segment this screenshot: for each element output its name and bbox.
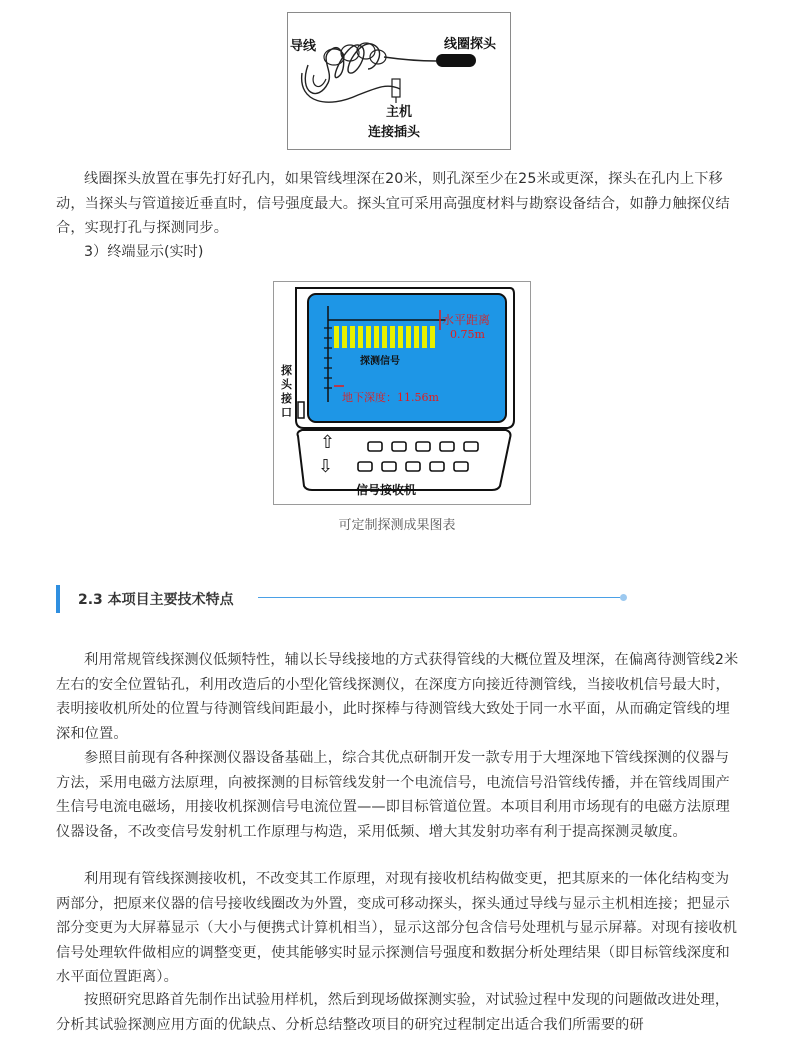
signal-bar [334, 326, 339, 348]
section-accent-bar [56, 585, 60, 613]
body-paragraph-3: 利用现有管线探测接收机，不改变其工作原理，对现有接收机结构做变更，把其原来的一体化结构变为两部分，把原来仪器的信号接收线圈改为外置，变成可移动探头，探头通过导线与显示主机相连接；把显示部分变更为大屏幕显示（大小与便携式计算机相当），显示这部分包含信号处理机与显示屏幕。对现有接收机信号处理软件做相应的调整变更，使其能够实时显示探测信号强度和数据分析处理结果（即目标管线深度和水平面位置距离）。 [56, 871, 738, 985]
host-label: 主机 [386, 105, 413, 120]
up-arrow-icon: ⇧ [320, 432, 336, 453]
signal-bar [366, 326, 371, 348]
body-paragraph-1: 利用常规管线探测仪低频特性，辅以长导线接地的方式获得管线的大概位置及埋深，在偏离待测管线2米左右的安全位置钻孔，利用改造后的小型化管线探测仪，在深度方向接近待测管线，当接收机信号最大时，表明接收机所处的位置与待测管线间距最小，此时探棒与待测管线大致处于同一水平面，从而确定管线的埋深和位置。 [56, 652, 739, 742]
paragraph-coil-probe: 线圈探头放置在事先打好孔内，如果管线埋深在20米，则孔深至少在25米或更深，探头在孔内上下移动，当探头与管道接近垂直时，信号强度最大。探头宜可采用高强度材料与勘察设备结合，如静力触探仪结合，实现打孔与探测同步。 [56, 171, 730, 236]
signal-label: 探测信号 [360, 356, 400, 367]
body-paragraph-2: 参照目前现有各种探测仪器设备基础上，综合其优点研制开发一款专用于大埋深地下管线探测的仪器与方法，采用电磁方法原理，向被探测的目标管线发射一个电流信号，电流信号沿管线传播，并在管线周围产生信号电流电磁场，用接收机探测信号电流位置——即目标管道位置。本项目利用市场现有的电磁方法原理仪器设备，不改变信号发射机工作原理与构造，采用低频、增大其发射功率有利于提高探测灵敏度。 [56, 750, 730, 840]
receiver-display-figure [273, 281, 531, 505]
probe-port [298, 402, 304, 418]
depth-label: 地下深度：11.56m [342, 391, 439, 404]
signal-bar [382, 326, 387, 348]
signal-bar [406, 326, 411, 348]
receiver-label: 信号接收机 [356, 483, 417, 497]
section-header [56, 585, 628, 613]
signal-bar [350, 326, 355, 348]
coil-probe-figure [287, 12, 511, 150]
probe-interface-label: 探头接口 [281, 364, 292, 419]
subheading-terminal-display: 3）终端显示(实时) [84, 244, 204, 260]
horizontal-distance-label: 水平距离 [442, 313, 491, 327]
section-divider [258, 597, 620, 598]
signal-bar [358, 326, 363, 348]
signal-bar [374, 326, 379, 348]
probe-label: 线圈探头 [444, 37, 497, 52]
signal-bar [390, 326, 395, 348]
body-paragraph-4: 按照研究思路首先制作出试验用样机，然后到现场做探测实验，对试验过程中发现的问题做改进处理，分析其试验探测应用方面的优缺点、分析总结整改项目的研究过程制定出适合我们所需要的研 [56, 992, 730, 1033]
wire-label: 导线 [290, 39, 317, 54]
signal-bar [414, 326, 419, 348]
plug-label: 连接插头 [368, 125, 421, 140]
down-arrow-icon: ⇩ [318, 456, 334, 477]
signal-bar [398, 326, 403, 348]
probe-head-shape [436, 54, 476, 67]
signal-bar [342, 326, 347, 348]
signal-bar [422, 326, 427, 348]
horizontal-distance-value: 0.75m [450, 328, 485, 341]
section-title: 2.3 本项目主要技术特点 [78, 592, 234, 608]
figure-caption: 可定制探测成果图表 [338, 518, 456, 533]
section-dot [620, 594, 627, 601]
signal-bar [430, 326, 435, 348]
